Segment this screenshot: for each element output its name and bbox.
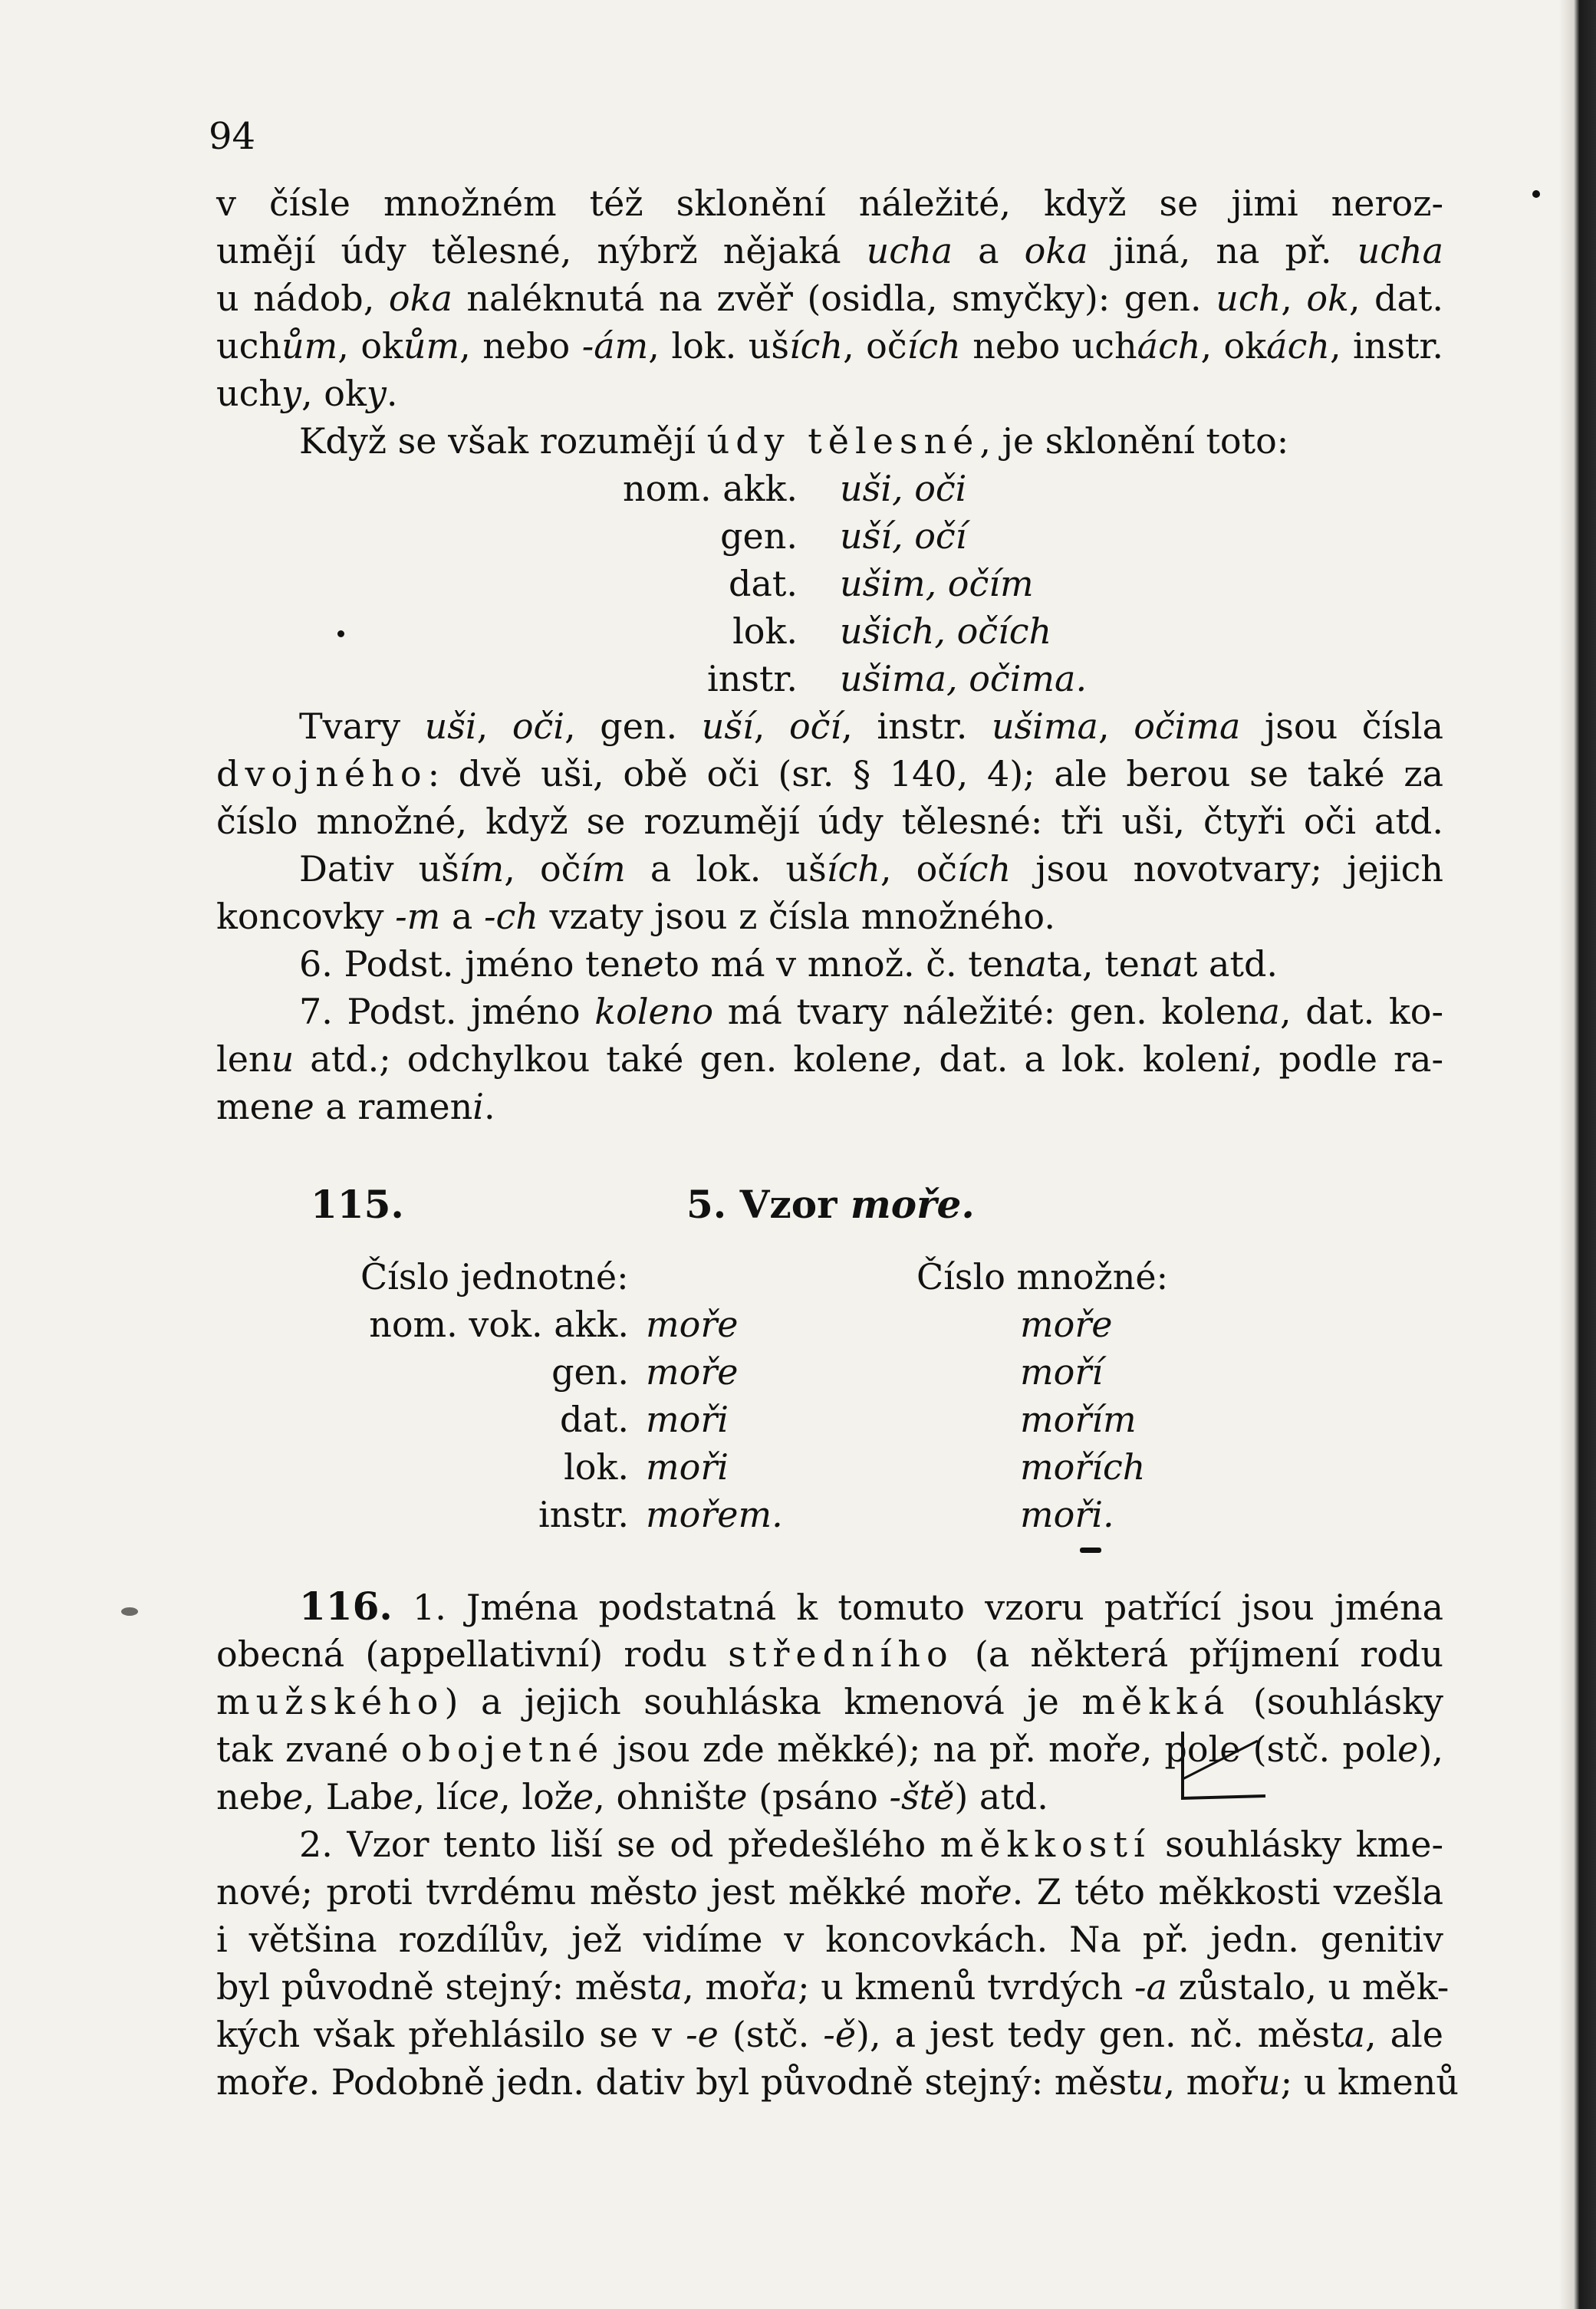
page-number: 94: [209, 115, 256, 158]
case-label: dat.: [560, 1399, 629, 1440]
text-line: 6. Podst. jméno teneto má v množ. č. tenata, tenat atd.: [299, 943, 1278, 985]
case-label: instr.: [707, 658, 798, 699]
section-title: 5. Vzor moře.: [686, 1182, 975, 1227]
text-line: 116. 1. Jména podstatná k tomuto vzoru patřící jsou jména: [299, 1584, 1443, 1629]
text-line: dvojného: dvě uši, obě oči (sr. § 140, 4); ale berou se také za: [216, 753, 1443, 794]
text-line: mene a rameni.: [216, 1086, 495, 1127]
pen-annotation-mark: [1173, 1725, 1281, 1810]
text-line: Když se však rozumějí údy tělesné, je sklonění toto:: [299, 420, 1289, 462]
text-line: Dativ uším, očím a lok. uších, očích jsou novotvary; jejich: [299, 848, 1443, 890]
text-line: koncovky -m a -ch vzaty jsou z čísla množného.: [216, 896, 1055, 937]
text-line: i většina rozdílův, jež vidíme v koncovkách. Na př. jedn. genitiv: [216, 1919, 1443, 1960]
text-line: uchům, okům, nebo -ám, lok. uších, očích nebo uchách, okách, instr.: [216, 325, 1444, 367]
text-line: 7. Podst. jméno koleno má tvary náležité: gen. kolena, dat. ko-: [299, 991, 1443, 1032]
plural-form: moře: [1020, 1304, 1113, 1345]
case-form: uší, očí: [840, 515, 967, 557]
text-line: uchy, oky.: [216, 373, 398, 414]
case-form: uši, oči: [840, 468, 967, 509]
text-line: moře. Podobně jedn. dativ byl původně stejný: městu, mořu; u kmenů: [216, 2061, 1459, 2103]
text-line: lenu atd.; odchylkou také gen. kolene, dat. a lok. koleni, podle ra-: [216, 1038, 1443, 1080]
plural-form: moři.: [1020, 1494, 1114, 1535]
text-line: nebe, Labe, líce, lože, ohnište (psáno -ště) atd.: [216, 1776, 1048, 1817]
case-label: dat.: [729, 563, 798, 604]
singular-form: moře: [646, 1304, 739, 1345]
scan-speck: [121, 1607, 138, 1616]
scan-speck: [1532, 190, 1540, 198]
text-line: nové; proti tvrdému město jest měkké moře. Z této měkkosti vzešla: [216, 1871, 1443, 1913]
case-label: nom. vok. akk.: [369, 1304, 629, 1345]
text-line: tak zvané obojetné jsou zde měkké); na př. moře, pole (stč. pole),: [216, 1728, 1443, 1770]
singular-form: mořem.: [646, 1494, 783, 1535]
case-label: gen.: [551, 1351, 629, 1393]
singular-form: moře: [646, 1351, 739, 1393]
case-label: gen.: [720, 515, 798, 557]
plural-form: mořím: [1020, 1399, 1137, 1440]
page-edge: [1559, 0, 1596, 2309]
case-form: ušich, očích: [840, 610, 1052, 652]
plural-form: mořích: [1020, 1446, 1146, 1488]
text-line: umějí údy tělesné, nýbrž nějaká ucha a oka jiná, na př. ucha: [216, 230, 1444, 271]
section-number: 115.: [311, 1182, 404, 1227]
text-line: obecná (appellativní) rodu středního (a některá příjmení rodu: [216, 1633, 1443, 1675]
text-line: kých však přehlásilo se v -e (stč. -ě), a jest tedy gen. nč. města, ale: [216, 2014, 1444, 2055]
case-label: lok.: [732, 610, 798, 652]
scan-speck: [337, 630, 344, 637]
text-line: Tvary uši, oči, gen. uší, očí, instr. ušima, očima jsou čísla: [299, 706, 1444, 747]
text-line: číslo množné, když se rozumějí údy tělesné: tři uši, čtyři oči atd.: [216, 801, 1443, 842]
text-line: v čísle množném též sklonění náležité, když se jimi neroz-: [216, 183, 1443, 224]
text-line: mužského) a jejich souhláska kmenová je měkká (souhlásky: [216, 1681, 1443, 1722]
singular-form: moři: [646, 1399, 729, 1440]
text-line: u nádob, oka naléknutá na zvěř (osidla, smyčky): gen. uch, ok, dat.: [216, 278, 1443, 319]
plural-header: Číslo množné:: [916, 1256, 1169, 1298]
scan-speck: [1080, 1548, 1101, 1553]
text-line: 2. Vzor tento liší se od předešlého měkkostí souhlásky kme-: [299, 1824, 1444, 1865]
case-form: ušim, očím: [840, 563, 1034, 604]
text-line: byl původně stejný: města, mořa; u kmenů tvrdých -a zůstalo, u měk-: [216, 1966, 1450, 2008]
section-number: 116.: [299, 1584, 393, 1629]
case-label: lok.: [564, 1446, 629, 1488]
case-label: nom. akk.: [623, 468, 798, 509]
singular-form: moři: [646, 1446, 729, 1488]
plural-form: moří: [1020, 1351, 1104, 1393]
singular-header: Číslo jednotné:: [360, 1256, 629, 1298]
case-form: ušima, očima.: [840, 658, 1088, 699]
case-label: instr.: [538, 1494, 629, 1535]
